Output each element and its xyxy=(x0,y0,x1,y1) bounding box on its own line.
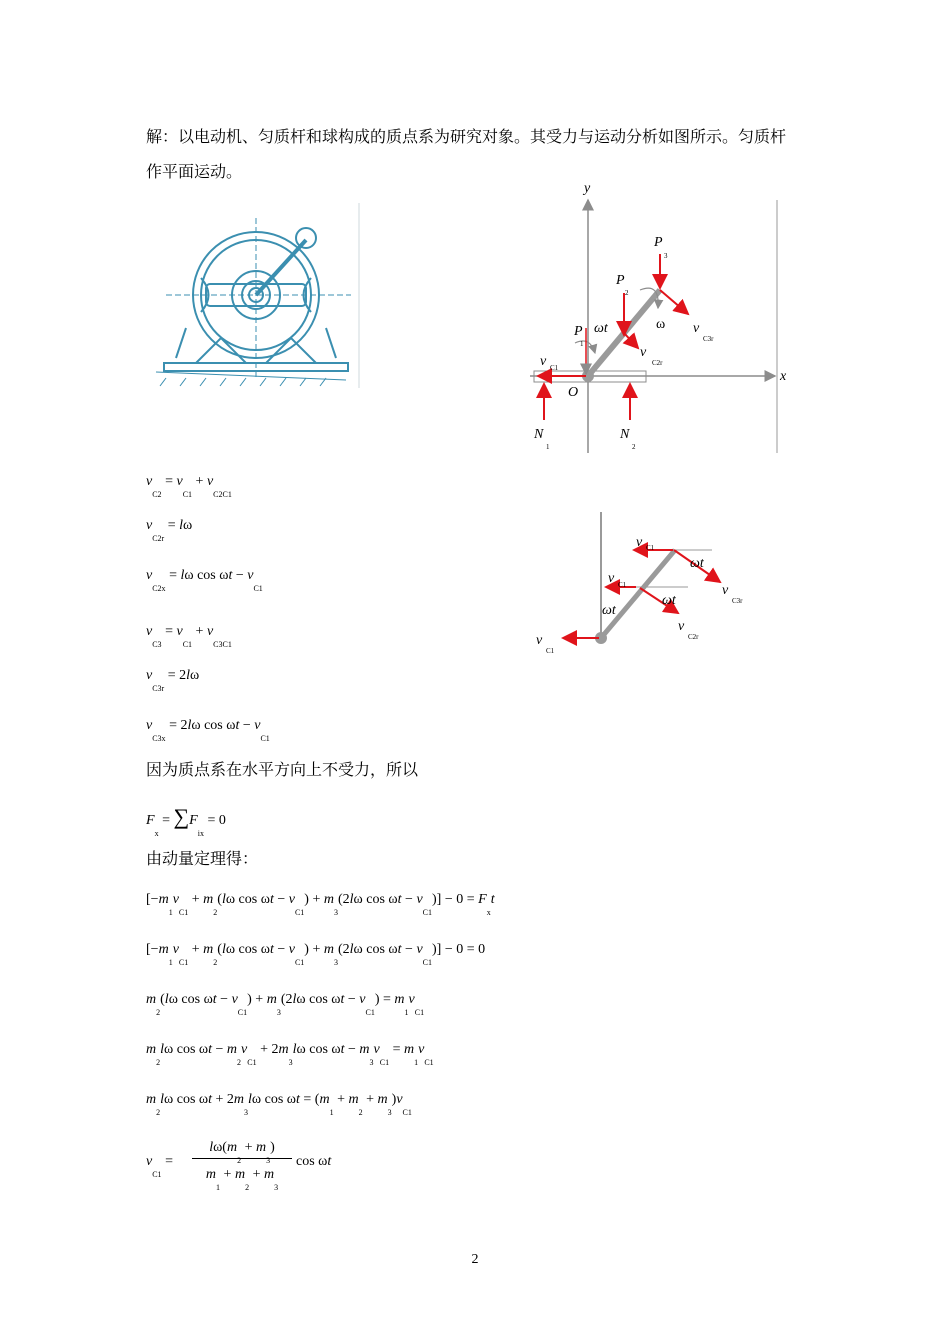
momentum-theorem-note: 由动量定理得： xyxy=(146,849,259,868)
label-x: x xyxy=(780,369,787,384)
svg-text:v: v xyxy=(608,571,615,586)
label-n2: N xyxy=(620,427,630,442)
motor-illustration xyxy=(146,198,361,393)
svg-text:C1: C1 xyxy=(646,544,655,552)
equation-vc2r: $v_{C2r} = l\omega$ xyxy=(146,518,193,543)
svg-text:C2r: C2r xyxy=(652,359,663,367)
label-y: y xyxy=(584,181,591,196)
equation-vc3: $v_{C3} = v_{C1} + v_{C3C1}$ xyxy=(146,624,232,649)
equation-vc3x: $v_{C3x} = 2l\omega$ $\cos \omega t - v_{C1}$ xyxy=(146,718,270,743)
svg-text:C1: C1 xyxy=(546,647,555,655)
arrow-vc2r xyxy=(624,333,638,348)
svg-text:v: v xyxy=(536,633,543,648)
svg-text:C1: C1 xyxy=(550,364,559,372)
force-diagram xyxy=(500,178,800,458)
svg-text:2: 2 xyxy=(632,443,636,451)
arrow-vc3r xyxy=(660,290,688,314)
equation-vc2: $v_{C2} = v_{C1} + v_{C2C1}$ xyxy=(146,474,232,499)
svg-text:3: 3 xyxy=(664,252,668,260)
equation-momentum-2: [$-m_1v_{C1} + m_2(l\omega$ $\cos \omega t - v_{C1}) + m_3(2l\omega$ $\cos \omega t - v_{C1})] - 0 = 0$ xyxy=(146,942,486,967)
equation-momentum-3: $m_2(l\omega$ $\cos \omega t - v_{C1}) + m_3(2l\omega$ $\cos \omega t - v_{C1}) = m_1v_{C1}$ xyxy=(146,992,425,1017)
label-vc2r: v xyxy=(640,345,647,360)
svg-text:ωt: ωt xyxy=(602,603,616,618)
svg-text:C3r: C3r xyxy=(703,335,714,343)
label-p3: P xyxy=(654,235,663,250)
label-vc1: v xyxy=(540,354,547,369)
equation-vc2x: $v_{C2x} = l\omega$ $\cos \omega t - v_{C1}$ xyxy=(146,568,263,593)
equation-vc3r: $v_{C3r} = 2l\omega$ xyxy=(146,668,200,693)
svg-text:v: v xyxy=(636,535,643,550)
svg-text:1: 1 xyxy=(580,340,584,348)
svg-text:ωt: ωt xyxy=(662,593,676,608)
svg-text:v: v xyxy=(722,583,729,598)
svg-text:v: v xyxy=(678,619,685,634)
velocity-diagram xyxy=(530,510,760,665)
label-vc3r: v xyxy=(693,321,700,336)
equation-sum-fx: $F_x = \sum F_{ix} = 0$ xyxy=(146,804,226,838)
label-omega-t: ωt xyxy=(594,321,608,336)
equation-momentum-4: $m_2l\omega$ $\cos \omega t - m_2v_{C1} + 2m_3l\omega$ $\cos \omega t - m_3v_{C1} = m_1v_{C1}$ xyxy=(146,1042,434,1067)
equation-momentum-1: [$-m_1v_{C1} + m_2(l\omega$ $\cos \omega t - v_{C1}) + m_3(2l\omega$ $\cos \omega t - v_{C1})] - 0 = F_xt$ xyxy=(146,892,495,917)
label-p2: P xyxy=(616,273,625,288)
svg-text:1: 1 xyxy=(546,443,550,451)
label-n1: N xyxy=(534,427,544,442)
svg-text:ωt: ωt xyxy=(690,556,704,571)
label-o: O xyxy=(568,385,579,400)
label-omega: ω xyxy=(656,317,666,332)
label-p1: P xyxy=(574,324,583,339)
svg-text:C3r: C3r xyxy=(732,597,743,605)
horizontal-force-note: 因为质点系在水平方向上不受力，所以 xyxy=(146,760,419,779)
svg-text:C1: C1 xyxy=(618,581,627,589)
intro-line-1: 解：以电动机、匀质杆和球构成的质点系为研究对象。其受力与运动分析如图所示。匀质杆 xyxy=(146,127,787,146)
intro-line-2: 作平面运动。 xyxy=(146,162,243,181)
page-number: 2 xyxy=(471,1252,479,1267)
equation-momentum-5: $m_2l\omega$ $\cos \omega t + 2m_3l\omega$ $\cos \omega t = (m_1 + m_2 + m_3)v_{C1}$ xyxy=(146,1092,412,1117)
svg-text:C2r: C2r xyxy=(688,633,699,641)
svg-text:2: 2 xyxy=(625,289,629,297)
